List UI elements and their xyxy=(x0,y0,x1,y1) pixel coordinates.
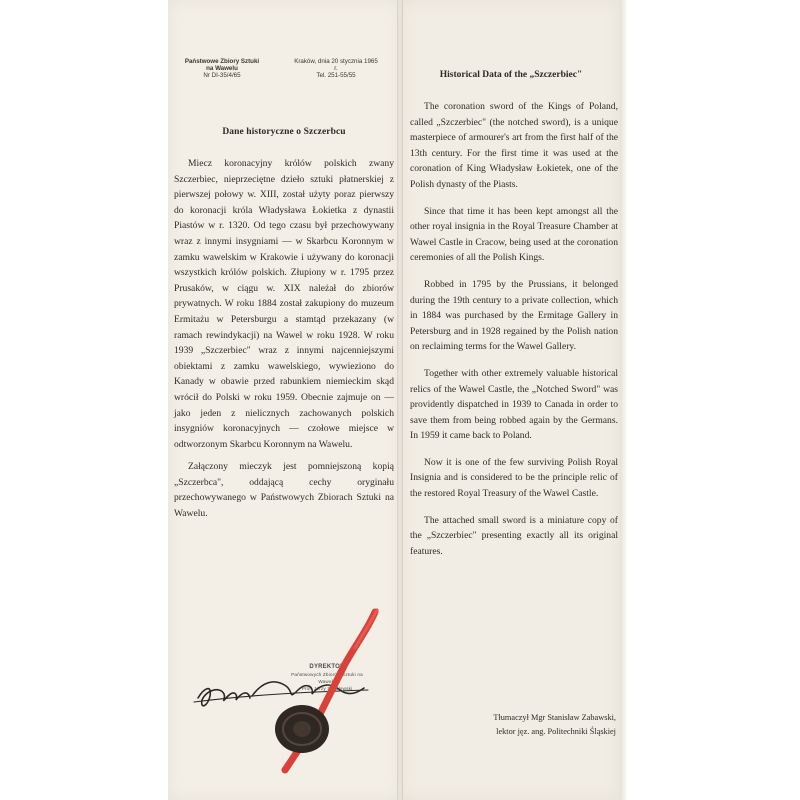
polish-title: Dane historyczne o Szczerbcu xyxy=(222,127,346,137)
translator-credit xyxy=(402,711,616,739)
red-cord xyxy=(255,590,395,790)
place-date: Kraków, dnia 20 stycznia 1965 r. xyxy=(294,58,378,73)
institution-line1: Państwowe Zbiory Sztuki xyxy=(184,58,260,65)
wax-seal xyxy=(272,700,332,758)
english-paragraph: The coronation sword of the Kings of Poland, called „Szczerbiec" (the notched sword), is a unique masterpiece of armourer's art from the first half of the 13th century. For the first time it was used at the coronation of King Władysław Łokietek, one of the Polish dynasty of the Piasts. xyxy=(410,101,618,190)
letterhead-institution xyxy=(182,58,262,80)
english-paragraph: Together with other extremely valuable historical relics of the Wawel Castle, the „Notched Sword" was providently dispatched in 1939 to Canada in order to save them from being robbed again by the Germans. In 1959 it came back to Poland. xyxy=(410,367,618,442)
letterhead-date xyxy=(293,58,379,80)
english-paragraph: The attached small sword is a miniature copy of the „Szczerbiec" presenting exactly all its original features. xyxy=(410,514,618,557)
polish-body xyxy=(174,156,394,529)
translator-line1: Tłumaczył Mgr Stanisław Zabawski, xyxy=(493,713,616,722)
page-fold xyxy=(397,0,403,800)
reference-number: Nr DI-35/4/65 xyxy=(203,72,241,80)
polish-paragraph: Załączony mieczyk jest pomniejszoną kopią „Szczerbca", oddającą cechy oryginału przechowywanego w Państwowych Zbiorach Sztuki na Wawelu. xyxy=(174,461,394,520)
english-paragraph: Now it is one of the few surviving Polish Royal Insignia and is considered to be the principle relic of the restored Royal Treasury of the Wawel Castle. xyxy=(410,456,618,500)
stamp-line3: Prof. Jerzy Szablowski xyxy=(301,686,353,691)
polish-paragraph: Miecz koronacyjny królów polskich zwany Szczerbiec, nieprzeciętne dzieło sztuki płatnerskiej z pierwszej połowy w. XIII, został użyty poraz pierwszy do koronacji króla Władysława Łokietka z dynastii Piastów w r. 1320. Od tego czasu był przechowywany wraz z innymi insygniami — w Skarbcu Koronnym w zamku wawelskim w Krakowie i używany do koronacji wszystkich królów polskich. Złupiony w r. 1795 przez Prusaków, w ciągu w. XIX należał do zbiorów prywatnych. W roku 1884 został zakupiony do muzeum Ermitażu w Petersburgu a stamtąd przekazany (w ramach rewindykacji) na Wawel w roku 1928. W roku 1939 „Szczerbiec" wraz z innymi najcenniejszymi obiektami z zamku wawelskiego, wywieziono do Kanady w obawie przed rabunkiem niemieckim skąd wrócił do Polski w roku 1959. Obecnie zajmuje on — jako jeden z nielicznych zachowanych polskich insygniów koronacyjnych — czołowe miejsce w odtworzonym Skarbcu Koronnym na Wawelu. xyxy=(174,158,394,450)
paper-edge xyxy=(620,0,628,800)
stamp-line2: Państwowych Zbiorów Sztuki na Wawelu xyxy=(291,672,363,684)
english-paragraph: Robbed in 1795 by the Prussians, it belonged during the 19th century to a private collection, which in 1884 was purchased by the Ermitage Gallery in Petersburg and in 1928 regained by the Polish nation on reclaiming terms for the Wawel Gallery. xyxy=(410,278,618,353)
english-body xyxy=(410,99,618,570)
stamp-line1: DYREKTOR xyxy=(309,664,345,670)
translator-line2: lektor jęz. ang. Politechniki Śląskiej xyxy=(496,727,616,736)
telephone: Tel. 251-55/55 xyxy=(316,72,356,80)
institution-line2: na Wawelu xyxy=(206,65,238,73)
english-paragraph: Since that time it has been kept amongst all the other royal insignia in the Royal Treasure Chamber at Wawel Castle in Cracow, being used at the coronation ceremonies of all the Polish Kings. xyxy=(410,205,618,264)
english-title: Historical Data of the „Szczerbiec" xyxy=(439,70,583,80)
